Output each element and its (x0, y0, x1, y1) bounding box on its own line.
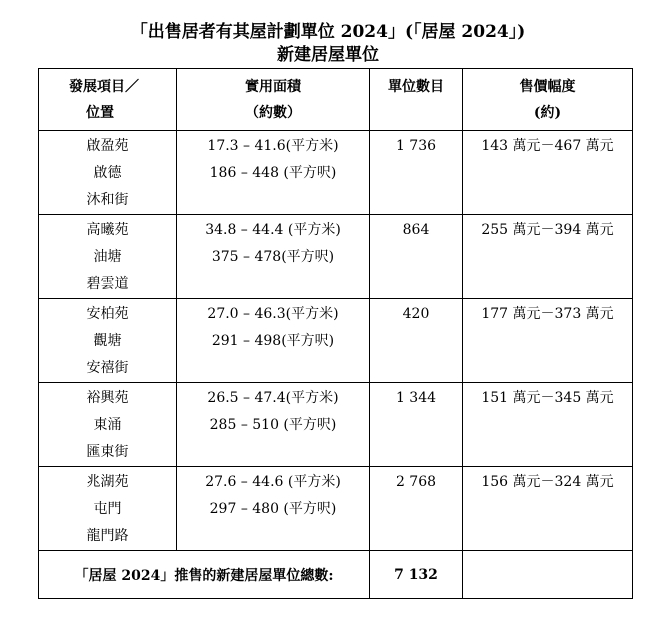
project-street: 沐和街 (86, 192, 129, 208)
project-name: 高曦苑 (86, 222, 129, 238)
price-cell: 255 萬元－394 萬元 (463, 215, 633, 299)
project-district: 油塘 (93, 249, 122, 265)
project-name: 安柏苑 (86, 306, 129, 322)
area-sqm: 27.6 – 44.6 (平方米) (205, 474, 341, 490)
area-cell (177, 215, 370, 299)
area-sqft: 375 – 478(平方呎) (211, 249, 335, 265)
units-table (38, 68, 633, 599)
area-cell (177, 383, 370, 467)
table-row (39, 467, 633, 551)
project-district: 屯門 (93, 501, 122, 517)
project-name: 兆湖苑 (86, 474, 129, 490)
header-units (370, 69, 463, 131)
header-area-line1: 實用面積 (245, 79, 301, 95)
area-sqft: 297 – 480 (平方呎) (209, 501, 337, 517)
header-area-line2: （約數） (245, 105, 301, 121)
area-sqm: 17.3 – 41.6(平方米) (207, 138, 339, 154)
area-sqm: 26.5 – 47.4(平方米) (207, 390, 339, 406)
header-area (177, 69, 370, 131)
project-cell (39, 131, 177, 215)
units-cell: 420 (370, 299, 463, 383)
total-label: 「居屋 2024」推售的新建居屋單位總數: (39, 551, 370, 599)
header-project (39, 69, 177, 131)
price-cell: 156 萬元－324 萬元 (463, 467, 633, 551)
project-street: 龍門路 (86, 528, 129, 544)
total-empty-cell (463, 551, 633, 599)
table-header-row (39, 69, 633, 131)
table-row (39, 383, 633, 467)
document-subtitle: 新建居屋單位 (277, 45, 379, 65)
price-cell: 151 萬元－345 萬元 (463, 383, 633, 467)
total-value: 7 132 (370, 551, 463, 599)
area-cell (177, 299, 370, 383)
project-district: 觀塘 (93, 333, 122, 349)
total-row (39, 551, 633, 599)
header-price-line2: (約) (533, 105, 562, 121)
project-name: 裕興苑 (86, 390, 129, 406)
units-cell: 1 344 (370, 383, 463, 467)
area-sqm: 27.0 – 46.3(平方米) (207, 306, 339, 322)
document-title: 「出售居者有其屋計劃單位 2024」(「居屋 2024」) (130, 22, 526, 42)
project-street: 匯東街 (86, 444, 129, 460)
units-cell: 1 736 (370, 131, 463, 215)
project-name: 啟盈苑 (86, 138, 129, 154)
header-price-line1: 售價幅度 (519, 79, 576, 95)
area-cell (177, 131, 370, 215)
header-project-line1: 發展項目／ (69, 79, 139, 95)
area-cell (177, 467, 370, 551)
project-street: 安禧街 (86, 360, 129, 376)
area-sqm: 34.8 – 44.4 (平方米) (205, 222, 341, 238)
project-district: 啟德 (93, 165, 122, 181)
table-row (39, 299, 633, 383)
header-units-label: 單位數目 (388, 79, 444, 95)
units-cell: 864 (370, 215, 463, 299)
units-cell: 2 768 (370, 467, 463, 551)
header-price (463, 69, 633, 131)
area-sqft: 186 – 448 (平方呎) (209, 165, 337, 181)
project-street: 碧雲道 (86, 276, 129, 292)
project-cell (39, 383, 177, 467)
table-row (39, 131, 633, 215)
price-cell: 143 萬元－467 萬元 (463, 131, 633, 215)
project-district: 東涌 (93, 417, 122, 433)
project-cell (39, 299, 177, 383)
project-cell (39, 467, 177, 551)
project-cell (39, 215, 177, 299)
header-project-line2: 位置 (86, 105, 114, 121)
area-sqft: 285 – 510 (平方呎) (209, 417, 337, 433)
area-sqft: 291 – 498(平方呎) (211, 333, 335, 349)
price-cell: 177 萬元－373 萬元 (463, 299, 633, 383)
table-row (39, 215, 633, 299)
